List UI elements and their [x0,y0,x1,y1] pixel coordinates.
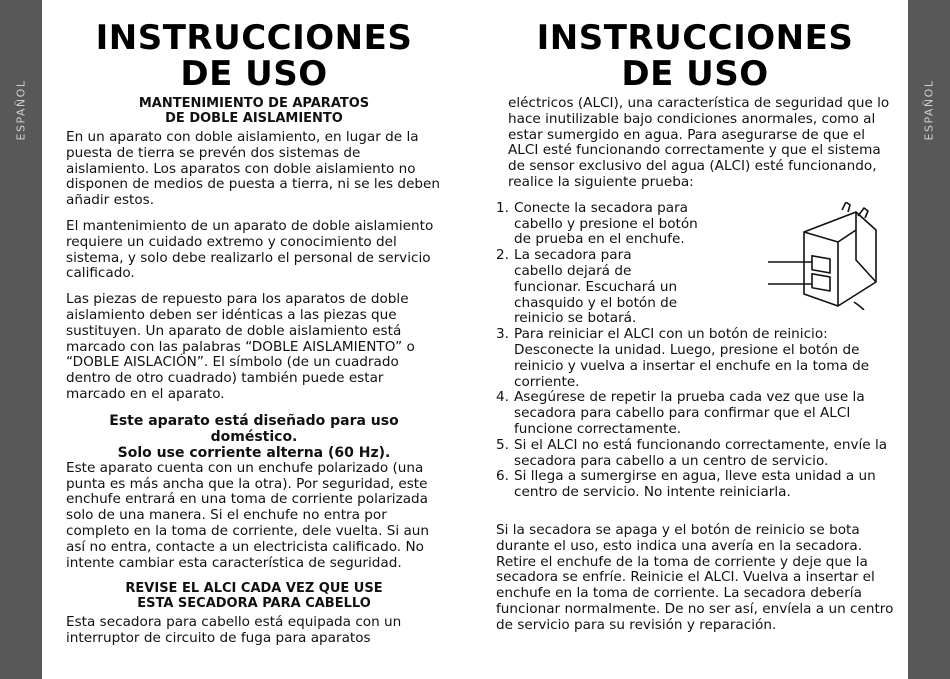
paragraph-maintenance: El mantenimiento de un aparato de doble aislamiento requiere un cuidado extremo y conocimiento del sistema, y solo debe realizarlo el personal de servicio calificado. [66,217,434,282]
paragraph-alci-continued: eléctricos (ALCI), una característica de seguridad que lo hace inutilizable bajo condiciones anormales, como al estar sumergido en agua. Para asegurarse de que el ALCI esté funcionando correctamente y que el sistema de sensor exclusivo del agua (ALCI) esté funcionando, realice la siguiente prueba: [508,95,890,190]
list-item: 4. Asegúrese de repetir la prueba cada vez que use la secadora para cabello para confirmar que el ALCI funcione correctamente. [496,389,865,437]
language-tab-right [908,60,950,160]
left-margin-bar [0,0,42,679]
right-margin-bar [908,0,950,679]
page-title: INSTRUCCIONES DE USO [536,18,854,94]
paragraph-alci-intro: Esta secadora para cabello está equipada con un interruptor de circuito de fuga para aparatos [66,614,402,647]
paragraph-reset-instructions: Si la secadora se apaga y el botón de reinicio se bota durante el uso, esto indica una avería en la secadora. Retire el enchufe de la toma de corriente y deje que la secadora se enfríe. Reinicie el ALCI. Vuelva a insertar el enchufe en la toma de corriente. La secadora debería funcionar normalmente. De no ser así, envíela a un centro de servicio para su revisión y reparación. [496,521,894,633]
list-item: 2. La secadora para cabello dejará de funcionar. Escuchará un chasquido y el botón de reinicio se botará. [496,247,678,327]
paragraph-replacement-parts: Las piezas de repuesto para los aparatos de doble aislamiento deben ser idénticas a las piezas que sustituyen. Un aparato de doble aislamiento está marcado con las palabras “DOBLE AISLAMIENTO” o “DOBLE AISLACIÓN”. El símbolo (de un cuadrado dentro de otro cuadrado) también puede estar marcado en el aparato. [66,291,415,402]
list-item: 5. Si el ALCI no está funcionando correctamente, envíe la secadora para cabello a un centro de servicio. [496,436,888,469]
language-tab-left [0,60,42,160]
page-title: INSTRUCCIONES DE USO [95,18,413,94]
list-item: 1. Conecte la secadora para cabello y presione el botón de prueba en el enchufe. [496,199,698,248]
language-label: ESPAÑOL [922,79,936,141]
list-item: 6. Si llega a sumergirse en agua, lleve esta unidad a un centro de servicio. No intente reiniciarla. [496,468,876,501]
paragraph-double-insulation: En un aparato con doble aislamiento, en lugar de la puesta de tierra se prevén dos sistemas de aislamiento. Los aparatos con doble aislamiento no disponen de medios de puesta a tierra, ni se les deben añadir estos. [66,129,441,209]
section-heading-alci: REVISE EL ALCI CADA VEZ QUE USE ESTA SECADORA PARA CABELLO [125,581,383,612]
right-page [496,20,894,644]
alci-plug-illustration [768,202,888,310]
left-page [66,20,442,657]
paragraph-polarized-plug: Este aparato cuenta con un enchufe polarizado (una punta es más ancha que la otra). Por seguridad, este enchufe entrará en una toma de corriente polarizada solo de una manera. Si el enchufe no entra por completo en la toma de corriente, dele vuelta. Si aun así no entra, contacte a un electricista calificado. No intente cambiar esta característica de seguridad. [66,459,430,571]
household-notice: Este aparato está diseñado para uso doméstico. Solo use corriente alterna (60 Hz). [109,412,399,461]
section-heading-double-insulation: MANTENIMIENTO DE APARATOS DE DOBLE AISLAMIENTO [138,96,370,126]
language-label: ESPAÑOL [14,79,28,141]
list-item: 3. Para reiniciar el ALCI con un botón de reinicio: Desconecte la unidad. Luego, presione el botón de reinicio y vuelva a insertar el enchufe en la toma de corriente. [496,326,870,390]
